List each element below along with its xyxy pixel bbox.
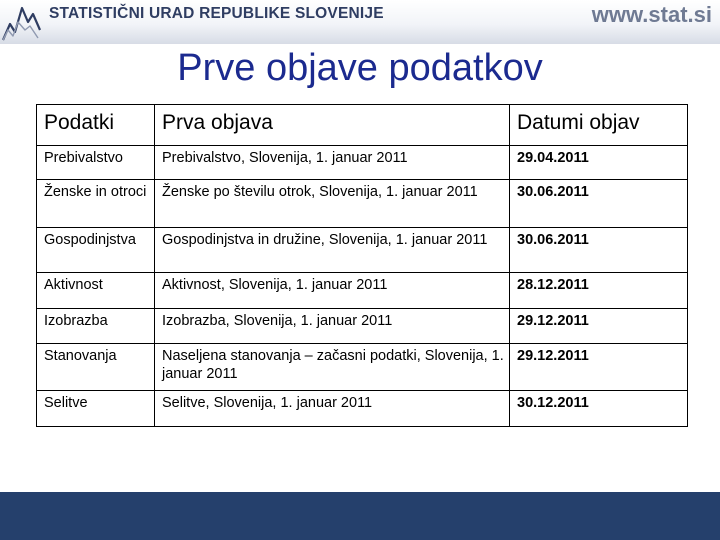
sors-logo-icon: [0, 0, 46, 46]
cell-publication-date: 30.12.2011: [510, 391, 688, 427]
website-link[interactable]: www.stat.si: [591, 2, 712, 27]
header-bar: [0, 0, 720, 44]
cell-first-publication: Ženske po številu otrok, Slovenija, 1. januar 2011: [155, 180, 510, 228]
organization-name: STATISTIČNI URAD REPUBLIKE SLOVENIJE: [49, 5, 384, 22]
table-row: [37, 146, 688, 180]
cell-first-publication: Gospodinjstva in družine, Slovenija, 1. januar 2011: [155, 228, 510, 273]
cell-first-publication: Izobrazba, Slovenija, 1. januar 2011: [155, 309, 510, 344]
cell-publication-date: 29.12.2011: [510, 344, 688, 391]
cell-publication-date: 29.04.2011: [510, 146, 688, 180]
cell-first-publication: Aktivnost, Slovenija, 1. januar 2011: [155, 273, 510, 309]
cell-data-topic: Prebivalstvo: [37, 146, 155, 180]
cell-first-publication: Prebivalstvo, Slovenija, 1. januar 2011: [155, 146, 510, 180]
cell-data-topic: Gospodinjstva: [37, 228, 155, 273]
cell-data-topic: Ženske in otroci: [37, 180, 155, 228]
cell-publication-date: 29.12.2011: [510, 309, 688, 344]
page-title: Prve objave podatkov: [177, 47, 543, 89]
column-header-podatki: Podatki: [37, 105, 155, 146]
cell-publication-date: 30.06.2011: [510, 228, 688, 273]
column-header-datumi-objav: Datumi objav: [510, 105, 688, 146]
cell-data-topic: Izobrazba: [37, 309, 155, 344]
footer-bar: [0, 492, 720, 540]
cell-first-publication: Selitve, Slovenija, 1. januar 2011: [155, 391, 510, 427]
publications-table: [36, 104, 688, 427]
cell-data-topic: Selitve: [37, 391, 155, 427]
cell-first-publication: Naseljena stanovanja – začasni podatki, Slovenija, 1. januar 2011: [155, 344, 510, 391]
cell-data-topic: Aktivnost: [37, 273, 155, 309]
table-row: [37, 391, 688, 427]
table-row: [37, 273, 688, 309]
table-row: [37, 344, 688, 391]
cell-publication-date: 30.06.2011: [510, 180, 688, 228]
table-header-row: [37, 105, 688, 146]
table-row: [37, 180, 688, 228]
column-header-prva-objava: Prva objava: [155, 105, 510, 146]
cell-publication-date: 28.12.2011: [510, 273, 688, 309]
cell-data-topic: Stanovanja: [37, 344, 155, 391]
table-row: [37, 309, 688, 344]
table-row: [37, 228, 688, 273]
